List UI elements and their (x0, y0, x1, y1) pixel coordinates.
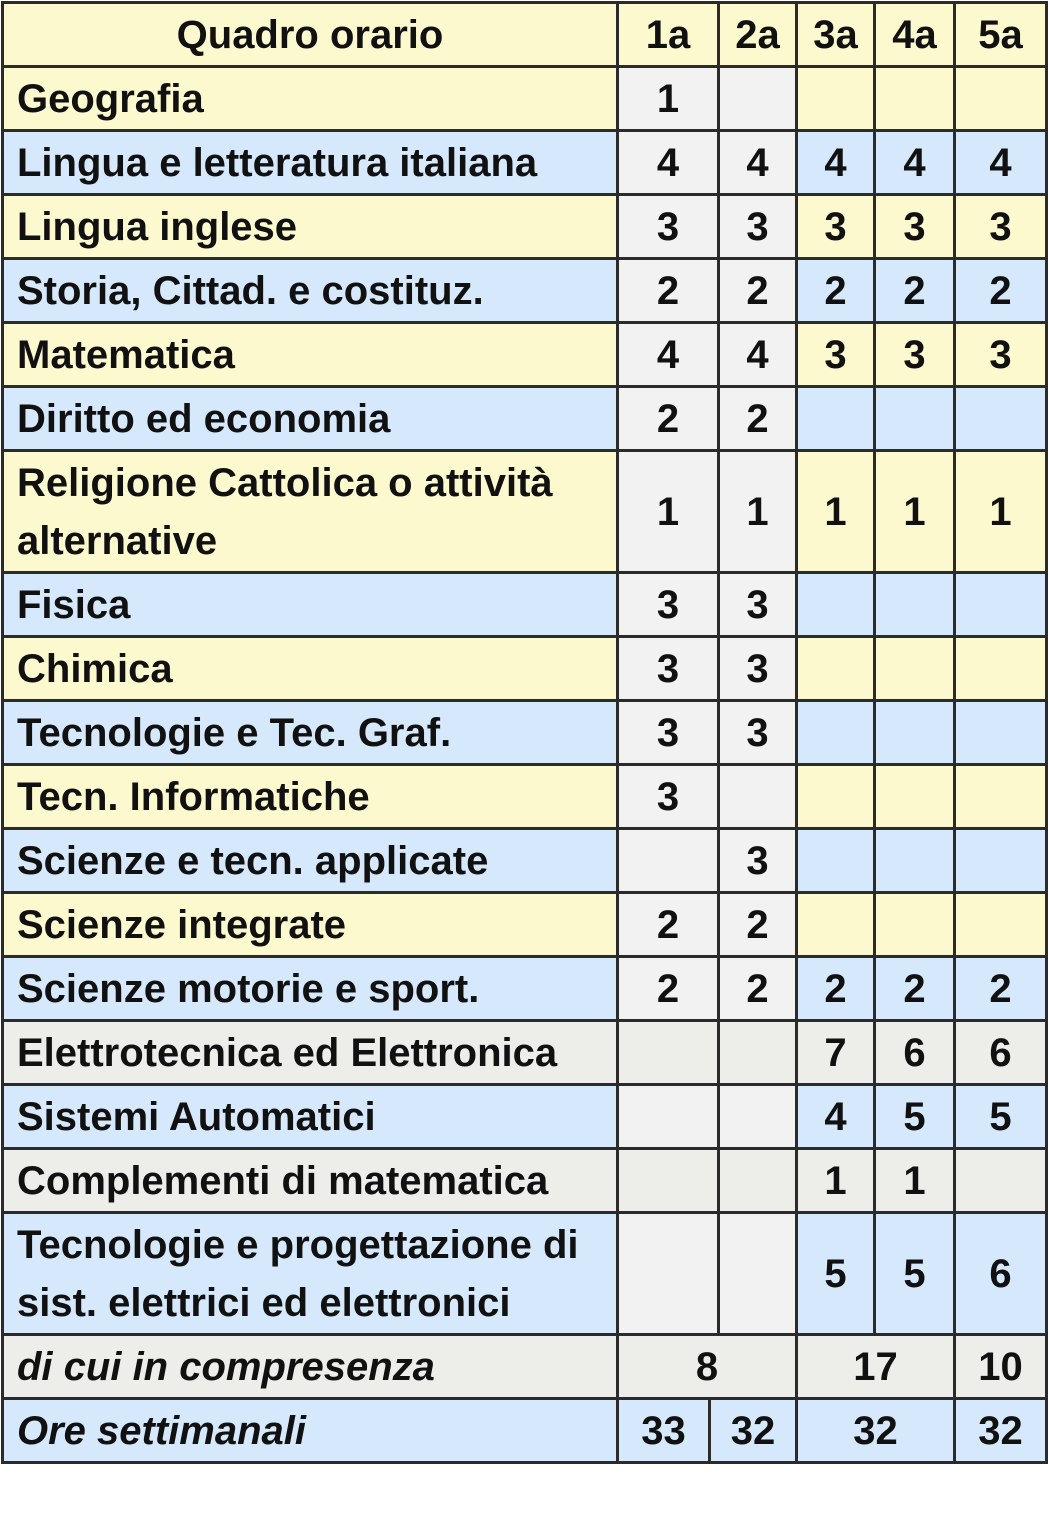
subject-name: Fisica (3, 573, 618, 637)
compresenza-row (3, 1335, 1047, 1399)
table-row (3, 1213, 1047, 1335)
hours-cell (797, 765, 875, 829)
hours-cell: 2 (875, 957, 955, 1021)
hours-cell: 1 (875, 451, 955, 573)
hours-cell: 2 (955, 957, 1047, 1021)
table-row (3, 573, 1047, 637)
hours-cell: 4 (618, 323, 719, 387)
hours-cell: 3 (719, 829, 797, 893)
subject-name: Scienze e tecn. applicate (3, 829, 618, 893)
table-title: Quadro orario (3, 3, 618, 67)
hours-cell: 2 (797, 259, 875, 323)
hours-cell: 5 (955, 1085, 1047, 1149)
hours-cell: 5 (797, 1213, 875, 1335)
table-row (3, 1085, 1047, 1149)
hours-cell: 3 (618, 573, 719, 637)
hours-cell: 2 (719, 387, 797, 451)
subject-name: Religione Cattolica o attività alternative (3, 451, 618, 573)
hours-cell: 3 (797, 195, 875, 259)
hours-cell (797, 701, 875, 765)
hours-cell: 3 (618, 701, 719, 765)
hours-cell: 1 (618, 67, 719, 131)
hours-cell (618, 1085, 719, 1149)
hours-cell (875, 573, 955, 637)
table-row (3, 829, 1047, 893)
hours-cell (618, 829, 719, 893)
hours-cell: 3 (719, 701, 797, 765)
hours-cell (955, 637, 1047, 701)
hours-cell (875, 67, 955, 131)
table-row (3, 259, 1047, 323)
hours-cell (875, 765, 955, 829)
subject-name: Tecn. Informatiche (3, 765, 618, 829)
compresenza-terzo-quarto: 17 (797, 1335, 955, 1399)
hours-cell (797, 573, 875, 637)
totale-primo: 33 (618, 1399, 710, 1463)
hours-cell (955, 387, 1047, 451)
quadro-orario-table (1, 1, 1048, 1464)
hours-cell: 1 (875, 1149, 955, 1213)
hours-cell: 2 (797, 957, 875, 1021)
subject-name: Chimica (3, 637, 618, 701)
hours-cell (719, 1149, 797, 1213)
hours-cell (797, 893, 875, 957)
hours-cell: 4 (875, 131, 955, 195)
table-row (3, 387, 1047, 451)
hours-cell (797, 829, 875, 893)
hours-cell: 3 (797, 323, 875, 387)
hours-cell: 1 (618, 451, 719, 573)
hours-cell: 2 (719, 259, 797, 323)
hours-cell (719, 1213, 797, 1335)
hours-cell (955, 701, 1047, 765)
table-row (3, 195, 1047, 259)
hours-cell: 2 (719, 957, 797, 1021)
subject-name: Geografia (3, 67, 618, 131)
hours-cell: 6 (875, 1021, 955, 1085)
table-row (3, 67, 1047, 131)
hours-cell (875, 893, 955, 957)
table-row (3, 451, 1047, 573)
table-row (3, 131, 1047, 195)
year-header-5: 5a (955, 3, 1047, 67)
table-row (3, 957, 1047, 1021)
hours-cell (618, 1213, 719, 1335)
hours-cell (618, 1149, 719, 1213)
subject-name: Elettrotecnica ed Elettronica (3, 1021, 618, 1085)
hours-cell: 2 (618, 893, 719, 957)
hours-cell: 5 (875, 1085, 955, 1149)
hours-cell (719, 1021, 797, 1085)
hours-cell: 2 (618, 259, 719, 323)
hours-cell: 4 (797, 131, 875, 195)
hours-cell (955, 829, 1047, 893)
hours-cell: 4 (618, 131, 719, 195)
table-row (3, 701, 1047, 765)
hours-cell (797, 637, 875, 701)
hours-cell: 2 (618, 957, 719, 1021)
hours-cell (875, 387, 955, 451)
table-row (3, 323, 1047, 387)
hours-cell: 4 (719, 323, 797, 387)
hours-cell: 3 (719, 195, 797, 259)
hours-cell: 3 (955, 195, 1047, 259)
hours-cell (875, 637, 955, 701)
hours-cell (955, 893, 1047, 957)
subject-name: Lingua inglese (3, 195, 618, 259)
totale-quinto: 32 (955, 1399, 1047, 1463)
hours-cell (719, 765, 797, 829)
hours-cell: 6 (955, 1021, 1047, 1085)
hours-cell: 4 (797, 1085, 875, 1149)
totale-row (3, 1399, 1047, 1463)
table-row (3, 893, 1047, 957)
hours-cell: 3 (719, 573, 797, 637)
hours-cell (719, 67, 797, 131)
hours-cell: 3 (955, 323, 1047, 387)
table-row (3, 637, 1047, 701)
hours-cell (719, 1085, 797, 1149)
hours-cell: 3 (719, 637, 797, 701)
hours-cell (875, 701, 955, 765)
compresenza-biennio: 8 (618, 1335, 797, 1399)
totale-secondo: 32 (710, 1399, 797, 1463)
year-header-4: 4a (875, 3, 955, 67)
hours-cell: 3 (618, 637, 719, 701)
compresenza-label: di cui in compresenza (3, 1335, 618, 1399)
hours-cell (955, 573, 1047, 637)
subject-name: Scienze motorie e sport. (3, 957, 618, 1021)
totale-terzo-quarto: 32 (797, 1399, 955, 1463)
subject-name: Tecnologie e Tec. Graf. (3, 701, 618, 765)
hours-cell (797, 387, 875, 451)
hours-cell: 1 (797, 1149, 875, 1213)
hours-cell (797, 67, 875, 131)
compresenza-quinto: 10 (955, 1335, 1047, 1399)
hours-cell: 6 (955, 1213, 1047, 1335)
hours-cell: 2 (955, 259, 1047, 323)
hours-cell (955, 1149, 1047, 1213)
table-row (3, 765, 1047, 829)
subject-name: Tecnologie e progettazione di sist. elettrici ed elettronici (3, 1213, 618, 1335)
hours-cell: 5 (875, 1213, 955, 1335)
hours-cell: 4 (955, 131, 1047, 195)
hours-cell: 7 (797, 1021, 875, 1085)
hours-cell: 2 (875, 259, 955, 323)
subject-name: Complementi di matematica (3, 1149, 618, 1213)
hours-cell (955, 67, 1047, 131)
subject-name: Storia, Cittad. e costituz. (3, 259, 618, 323)
subject-name: Matematica (3, 323, 618, 387)
table-row (3, 1149, 1047, 1213)
hours-cell: 2 (719, 893, 797, 957)
subject-name: Lingua e letteratura italiana (3, 131, 618, 195)
hours-cell: 1 (719, 451, 797, 573)
hours-cell: 1 (955, 451, 1047, 573)
hours-cell: 1 (797, 451, 875, 573)
hours-cell: 3 (875, 323, 955, 387)
subject-name: Diritto ed economia (3, 387, 618, 451)
subject-name: Scienze integrate (3, 893, 618, 957)
hours-cell: 3 (875, 195, 955, 259)
year-header-1: 1a (618, 3, 719, 67)
hours-cell: 4 (719, 131, 797, 195)
hours-cell (875, 829, 955, 893)
header-row (3, 3, 1047, 67)
subject-name: Sistemi Automatici (3, 1085, 618, 1149)
hours-cell: 3 (618, 195, 719, 259)
hours-cell: 3 (618, 765, 719, 829)
hours-cell (618, 1021, 719, 1085)
year-header-3: 3a (797, 3, 875, 67)
table-row (3, 1021, 1047, 1085)
hours-cell: 2 (618, 387, 719, 451)
hours-cell (955, 765, 1047, 829)
year-header-2: 2a (719, 3, 797, 67)
totale-label: Ore settimanali (3, 1399, 618, 1463)
